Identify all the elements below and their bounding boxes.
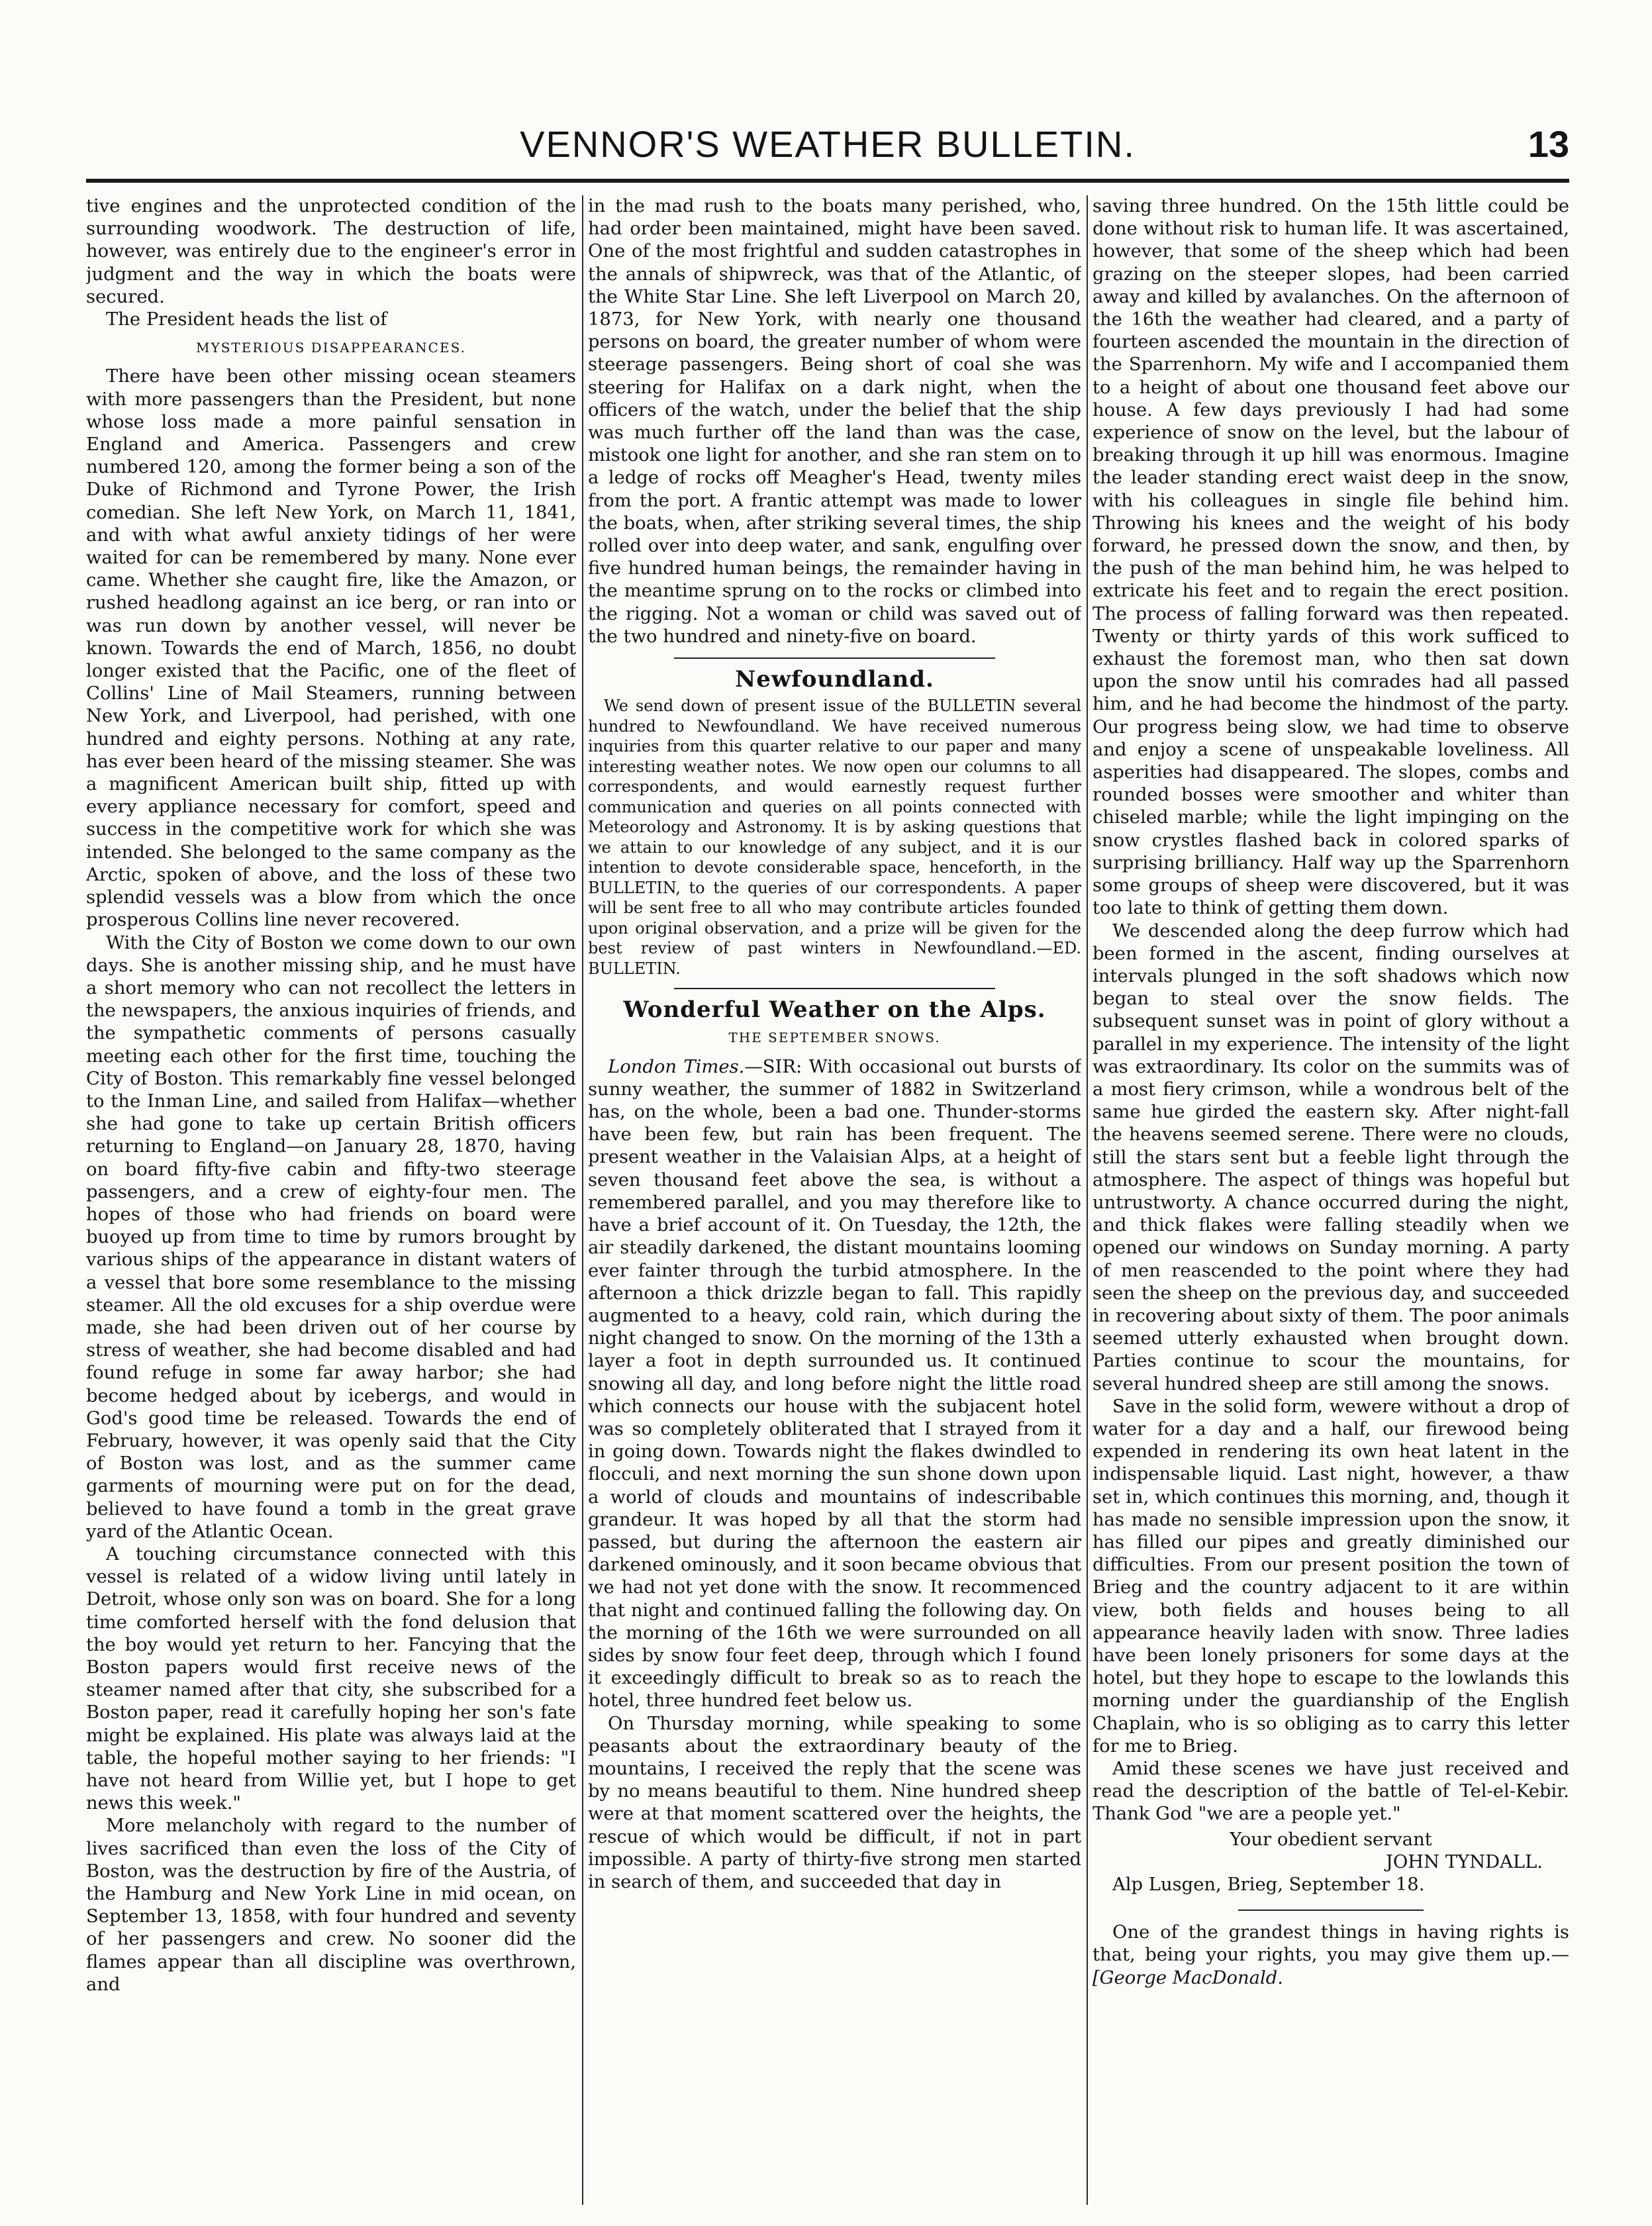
header-rule <box>86 179 1569 183</box>
section-subhead: MYSTERIOUS DISAPPEARANCES. <box>196 340 466 356</box>
quote-author: [George MacDonald. <box>1093 1967 1283 1988</box>
newfoundland-notice <box>588 696 1081 979</box>
newfoundland-heading: Newfoundland. <box>735 666 934 693</box>
paragraph: Save in the solid form, wewere without a drop of water for a day and a half, our firewood being expended in rendering its own heat latent in the indispensable liquid. Last night, however, a thaw set in, which continues this morning, and, though it has made no sensible impression upon the snow, it has filled our pipes and greatly diminished our difficulties. From our present position the town of Brieg and the country adjacent to it are within view, both fields and houses being to all appearance heavily laden with snow. Three ladies have been lonely prisoners for some days at the hotel, but they hope to escape to the lowlands this morning under the guardianship of the English Chaplain, who is so obliging as to carry this letter for me to Brieg. <box>1093 1396 1569 1757</box>
letter-closing: Your obedient servant <box>1230 1829 1432 1850</box>
masthead-title: VENNOR'S WEATHER BULLETIN. <box>520 123 1136 165</box>
section-rule <box>674 988 995 989</box>
paragraph: Amid these scenes we have just received and read the description of the battle of Tel-el-Kebir. Thank God "we are a people yet." <box>1093 1759 1569 1825</box>
paragraph: saving three hundred. On the 15th little could be done without risk to human life. It was ascertained, however, that some of the sheep which had been grazing on the steeper slopes, had been carried away and killed by avalanches. On the afternoon of the 16th the weather had cleared, and a party of fourteen ascended the mountain in the direction of the Sparrenhorn. My wife and I accompanied them to a height of about one thousand feet above our house. A few days previously I had had some experience of snow on the level, but the labour of breaking through it up hill was enormous. Imagine the leader standing erect waist deep in the snow, with his colleagues in single file behind him. Throwing his knees and the weight of his body forward, he pressed down the snow, and then, by the push of the man behind him, he was helped to extricate his feet and to regain the erect position. The process of falling forward was then repeated. Twenty or thirty yards of this work sufficed to exhaust the foremost man, who then sat down upon the snow until his comrades had all passed him, and he had become the hindmost of the party. Our progress being slow, we had time to observe and enjoy a scene of unspeakable loveliness. All asperities had disappeared. The slopes, combs and rounded bosses were smoother and whiter than chiseled marble; while the light impinging on the snow crystles flashed back in colored sparks of surprising brilliancy. Half way up the Sparrenhorn some groups of sheep were discovered, but it was too late to think of getting them down. <box>1093 196 1569 919</box>
letter-place-date: Alp Lusgen, Brieg, September 18. <box>1112 1874 1425 1896</box>
section-rule <box>1238 1910 1424 1911</box>
paragraph: We descended along the deep furrow which had been formed in the ascent, finding ourselves at intervals plunged in the soft shadows which now began to steal over the snow fields. The subsequent sunset was in point of glory without a parallel in my experience. The intensity of the light was extraordinary. Its color on the summits was of a most fiery crimson, while a wondrous belt of the same hue girded the eastern sky. After night-fall the heavens seemed serene. There were no clouds, still the stars sent but a feeble light through the atmosphere. The aspect of things was hopeful but untrustworty. A chance occurred during the night, and thick flakes were falling steadily when we opened our windows on Sunday morning. A party of men reascended to the point where they had seen the sheep on the previous day, and succeeded in recovering about sixty of them. The poor animals seemed utterly exhausted when brought down. Parties continue to scour the mountains, for several hundred sheep are still among the snows. <box>1093 920 1569 1394</box>
column-divider <box>582 195 583 2205</box>
column-3 <box>1093 195 1569 2205</box>
paragraph: The President heads the list of <box>106 309 387 330</box>
paragraph: On Thursday morning, while speaking to some peasants about the extraordinary beauty of the mountains, I received the reply that the scene was by no means beautiful to them. Nine hundred sheep were at that moment scattered over the heights, the rescue of which would be difficult, if not in part impossible. A party of thirty-five strong men started in search of them, and succeeded that day in <box>588 1713 1081 1892</box>
section-rule <box>674 657 995 659</box>
paragraph: There have been other missing ocean steamers with more passengers than the President, but none whose loss made a more painful sensation in England and America. Passengers and crew numbered 120, among the former being a son of the Duke of Richmond and Tyrone Power, the Irish comedian. She left New York, on March 11, 1841, and with what awful anxiety tidings of her were waited for can be remembered by many. None ever came. Whether she caught fire, like the Amazon, or rushed headlong against an ice berg, or ran into or was run down by another vessel, will never be known. Towards the end of March, 1856, no doubt longer existed that the Pacific, one of the fleet of Collins' Line of Mail Steamers, running between New York, and Liverpool, had perished, with one hundred and eighty persons. Nothing at any rate, has ever been heard of the missing steamer. She was a magnificent American built ship, fitted up with every appliance necessary for comfort, speed and success in the competitive work for which she was intended. She belonged to the same company as the Arctic, spoken of above, and the loss of these two splendid vessels was a blow from which the once prosperous Collins line never recovered. <box>86 366 576 931</box>
column-divider <box>1087 195 1088 2205</box>
column-1 <box>86 195 576 2205</box>
paragraph: We send down of present issue of the BULLETIN several hundred to Newfoundland. We have received numerous inquiries from this quarter relative to our paper and many interesting weather notes. We now open our columns to all correspondents, and would earnestly request further communication and queries on all points connected with Meteorology and Astronomy. It is by asking questions that we attain to our knowledge of any subject, and it is our intention to devote considerable space, henceforth, in the BULLETIN, to the queries of our correspondents. A paper will be sent free to all who may contribute articles founded upon original observation, and a prize will be given for the best review of past winters in Newfoundland.—ED. BULLETIN. <box>588 697 1081 978</box>
quote-text: One of the grandest things in having rights is that, being your rights, you may give them up.— <box>1093 1922 1569 1966</box>
paragraph: A touching circumstance connected with this vessel is related of a widow living until lately in Detroit, whose only son was on board. She for a long time comforted herself with the fond delusion that the boy would yet return to her. Fancying that the Boston papers would first receive news of the steamer named after that city, she subscribed for a Boston paper, read it carefully hoping her son's fate might be explained. His plate was always laid at the table, the hopeful mother saying to her friends: "I have not heard from Willie yet, but I hope to get news this week." <box>86 1543 576 1814</box>
column-2 <box>588 195 1081 2205</box>
paragraph: More melancholy with regard to the number of lives sacrificed than even the loss of the City of Boston, was the destruction by fire of the Austria, of the Hamburg and New York Line in mid ocean, on September 13, 1858, with four hundred and seventy of her passengers and crew. No sooner did the flames appear than all discipline was overthrown, and <box>86 1815 576 1995</box>
paragraph: in the mad rush to the boats many perished, who, had order been maintained, might have been saved. One of the most frightful and sudden catastrophes in the annals of shipwreck, was that of the Atlantic, of the White Star Line. She left Liverpool on March 20, 1873, for New York, with nearly one thousand persons on board, the greater number of whom were steerage passengers. Being short of coal she was steering for Halifax on a dark night, when the officers of the watch, under the belief that the ship was much further off the land than was the case, mistook one light for another, and she ran stem on to a ledge of rocks off Meagher's Head, twenty miles from the port. A frantic attempt was made to lower the boats, when, after striking several times, the ship rolled over into deep water, and sank, engulfing over five hundred human beings, the remainder having in the meantime sprung on to the rocks or climbed into the rigging. Not a woman or child was saved out of the two hundred and ninety-five on board. <box>588 196 1081 647</box>
paragraph: With the City of Boston we come down to our own days. She is another missing ship, and he must have a short memory who can not recollect the letters in the newspapers, the anxious inquiries of friends, and the sympathetic comments of persons casually meeting each other for the first time, touching the City of Boston. This remarkably fine vessel belonged to the Inman Line, and sailed from Halifax—whether she had gone to take up certain British officers returning to England—on January 28, 1870, having on board fifty-five cabin and fifty-two steerage passengers, and a crew of eighty-four men. The hopes of those who had friends on board were buoyed up from time to time by rumors brought by various ships of the appearance in distant waters of a vessel that bore some resemblance to the missing steamer. All the old excuses for a ship overdue were made, she had been driven out of her course by stress of weather, she had become disabled and had found refuge in some far away harbor; she had become hedged about by icebergs, and would in God's good time be released. Towards the end of February, however, it was openly said that the City of Boston was lost, and as the summer came garments of mourning were put on for the dead, believed to have found a tomb in the great grave yard of the Atlantic Ocean. <box>86 932 576 1542</box>
alps-subhead: THE SEPTEMBER SNOWS. <box>728 1030 941 1046</box>
paragraph-text: —SIR: With occasional out bursts of sunny weather, the summer of 1882 in Switzerland has, on the whole, been a bad one. Thunder-storms have been few, but rain has been frequent. The present weather in the Valaisian Alps, at a height of seven thousand feet above the sea, is without a remembered parallel, and you may therefore like to have a brief account of it. On Tuesday, the 12th, the air steadily darkened, the distant mountains looming ever fainter through the turbid atmosphere. In the afternoon a thick drizzle began to fall. This rapidly augmented to a heavy, cold rain, which during the night changed to snow. On the morning of the 13th a layer a foot in depth surrounded us. It continued snowing all day, and long before night the little road which connects our house with the subjacent hotel was so completely obliterated that I strayed from it in going down. Towards night the flakes dwindled to flocculi, and next morning the sun shone down upon a world of clouds and mountains of indescribable grandeur. It was hoped by all that the storm had passed, but during the afternoon the eastern air darkened ominously, and it soon became obvious that we had not yet done with the snow. It recommenced that night and continued falling the following day. On the morning of the 16th we were surrounded on all sides by snow four feet deep, through which I found it exceedingly difficult to break so as to reach the hotel, three hundred feet below us. <box>588 1056 1081 1712</box>
page-number: 13 <box>1528 123 1569 165</box>
alps-heading: Wonderful Weather on the Alps. <box>623 996 1046 1024</box>
page-header <box>86 119 1569 179</box>
source-name: London Times. <box>608 1056 745 1077</box>
paragraph: tive engines and the unprotected condition of the surrounding woodwork. The destruction of life, however, was entirely due to the engineer's error in judgment and the way in which the boats were secured. <box>86 196 576 307</box>
paragraph <box>588 1056 1081 1713</box>
letter-signature: JOHN TYNDALL. <box>1385 1851 1543 1872</box>
quote-paragraph <box>1093 1921 1569 1990</box>
